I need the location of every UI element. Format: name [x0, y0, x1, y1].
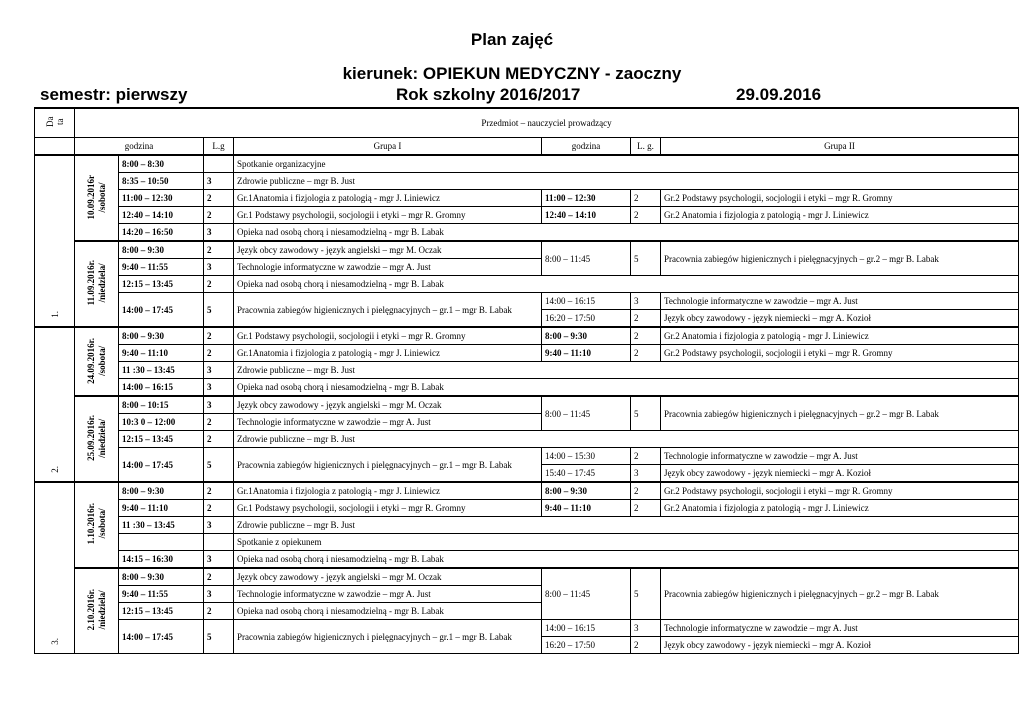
hours-cell-group-2: 3	[631, 293, 661, 310]
schedule-row	[35, 241, 1019, 259]
data-header-cell	[35, 108, 75, 138]
subject-cell-group-1: Zdrowie publiczne – mgr B. Just	[234, 517, 1019, 534]
data-header-label: Da ta	[44, 116, 65, 128]
time-cell-group-2: 14:00 – 16:15	[542, 293, 631, 310]
time-cell-group-1: 14:00 – 17:45	[119, 620, 204, 654]
time-cell-group-1: 8:00 – 10:15	[119, 396, 204, 414]
hours-cell-group-1: 2	[204, 207, 234, 224]
lg-header-2: L. g.	[631, 138, 661, 156]
hours-cell-group-1: 3	[204, 173, 234, 190]
time-cell-group-1: 14:15 – 16:30	[119, 551, 204, 569]
schedule-row	[35, 500, 1019, 517]
hours-cell-group-2: 5	[631, 568, 661, 620]
time-cell-group-1: 14:00 – 17:45	[119, 448, 204, 483]
subject-cell-group-1: Spotkanie z opiekunem	[234, 534, 1019, 551]
hours-cell-group-1: 3	[204, 362, 234, 379]
schedule-row	[35, 448, 1019, 465]
document-date: 29.09.2016	[736, 85, 822, 104]
time-cell-group-2: 11:00 – 12:30	[542, 190, 631, 207]
subject-cell-group-1: Zdrowie publiczne – mgr B. Just	[234, 431, 1019, 448]
time-cell-group-1: 9:40 – 11:10	[119, 500, 204, 517]
hours-cell-group-1: 3	[204, 396, 234, 414]
time-cell-group-1: 14:20 – 16:50	[119, 224, 204, 242]
time-cell-group-2: 16:20 – 17:50	[542, 637, 631, 654]
hours-cell-group-1: 5	[204, 448, 234, 483]
kierunek-heading: kierunek: OPIEKUN MEDYCZNY - zaoczny	[342, 64, 682, 83]
hours-cell-group-1: 3	[204, 551, 234, 569]
hours-cell-group-1: 2	[204, 431, 234, 448]
time-cell-group-2: 8:00 – 9:30	[542, 482, 631, 500]
time-cell-group-1	[119, 534, 204, 551]
hours-cell-group-1: 3	[204, 586, 234, 603]
schedule-row	[35, 379, 1019, 397]
time-cell-group-2: 12:40 – 14:10	[542, 207, 631, 224]
subject-cell-group-1: Język obcy zawodowy - język angielski – mgr M. Oczak	[234, 396, 542, 414]
hours-cell-group-1	[204, 534, 234, 551]
subject-cell-group-1: Gr.1Anatomia i fizjologia z patologią - mgr J. Liniewicz	[234, 345, 542, 362]
hours-cell-group-1: 3	[204, 379, 234, 397]
hours-cell-group-2: 2	[631, 190, 661, 207]
time-cell-group-1: 14:00 – 16:15	[119, 379, 204, 397]
subject-cell-group-1: Gr.1Anatomia i fizjologia z patologią - mgr J. Liniewicz	[234, 482, 542, 500]
subject-cell-group-2: Technologie informatyczne w zawodzie – mgr A. Just	[661, 448, 1019, 465]
week-label: 2.	[49, 466, 60, 473]
schedule-row	[35, 517, 1019, 534]
schedule-row	[35, 362, 1019, 379]
hours-cell-group-2: 2	[631, 482, 661, 500]
schedule-row	[35, 482, 1019, 500]
subject-cell-group-1: Pracownia zabiegów higienicznych i pielęgnacyjnych – gr.1 – mgr B. Labak	[234, 293, 542, 328]
time-cell-group-1: 12:40 – 14:10	[119, 207, 204, 224]
time-cell-group-2: 9:40 – 11:10	[542, 345, 631, 362]
time-cell-group-1: 9:40 – 11:10	[119, 345, 204, 362]
hours-cell-group-1: 2	[204, 327, 234, 345]
week-number	[35, 155, 75, 327]
subject-cell-group-2: Technologie informatyczne w zawodzie – mgr A. Just	[661, 293, 1019, 310]
time-cell-group-1: 8:00 – 8:30	[119, 155, 204, 173]
day-label-cell	[75, 568, 119, 654]
time-cell-group-1: 11:00 – 12:30	[119, 190, 204, 207]
hours-cell-group-1: 3	[204, 259, 234, 276]
subject-cell-group-1: Opieka nad osobą chorą i niesamodzielną - mgr B. Labak	[234, 603, 542, 620]
schedule-row	[35, 224, 1019, 242]
hours-cell-group-1: 2	[204, 241, 234, 259]
hours-cell-group-2: 5	[631, 241, 661, 276]
hours-cell-group-2: 2	[631, 310, 661, 328]
hours-cell-group-1: 2	[204, 190, 234, 207]
hours-cell-group-2: 2	[631, 500, 661, 517]
godzina-header-2: godzina	[542, 138, 631, 156]
time-cell-group-2: 14:00 – 15:30	[542, 448, 631, 465]
week-number	[35, 327, 75, 482]
time-cell-group-1: 9:40 – 11:55	[119, 259, 204, 276]
day-label-cell	[75, 155, 119, 241]
subject-cell-group-2: Gr.2 Podstawy psychologii, socjologii i etyki – mgr R. Gromny	[661, 190, 1019, 207]
schedule-row	[35, 276, 1019, 293]
time-cell-group-2: 16:20 – 17:50	[542, 310, 631, 328]
time-cell-group-1: 14:00 – 17:45	[119, 293, 204, 328]
subject-cell-group-1: Technologie informatyczne w zawodzie – mgr A. Just	[234, 586, 542, 603]
hours-cell-group-2: 3	[631, 465, 661, 483]
subject-cell-group-1: Pracownia zabiegów higienicznych i pielęgnacyjnych – gr.1 – mgr B. Labak	[234, 620, 542, 654]
subject-cell-group-1: Gr.1 Podstawy psychologii, socjologii i etyki – mgr R. Gromny	[234, 500, 542, 517]
hours-cell-group-1	[204, 155, 234, 173]
subject-cell-group-1: Technologie informatyczne w zawodzie – mgr A. Just	[234, 259, 542, 276]
subject-cell-group-1: Język obcy zawodowy - język angielski – mgr M. Oczak	[234, 568, 542, 586]
day-label-cell	[75, 327, 119, 396]
time-cell-group-1: 8:00 – 9:30	[119, 568, 204, 586]
schedule-row	[35, 155, 1019, 173]
hours-cell-group-2: 3	[631, 620, 661, 637]
hours-cell-group-1: 3	[204, 517, 234, 534]
empty-header-cell	[35, 138, 75, 156]
hours-cell-group-2: 2	[631, 448, 661, 465]
subject-cell-group-1: Technologie informatyczne w zawodzie – mgr A. Just	[234, 414, 542, 431]
day-label: 10.09.2016r /sobota/	[85, 174, 107, 220]
subject-cell-group-1: Opieka nad osobą chorą i niesamodzielną - mgr B. Labak	[234, 379, 1019, 397]
grupa-2-header: Grupa II	[661, 138, 1019, 156]
week-number	[35, 482, 75, 654]
subject-cell-group-2: Gr.2 Anatomia i fizjologia z patologią - mgr J. Liniewicz	[661, 500, 1019, 517]
schedule-row	[35, 173, 1019, 190]
day-label: 1.10.2016r. /sobota/	[85, 503, 107, 545]
subject-cell-group-1: Gr.1Anatomia i fizjologia z patologią - mgr J. Liniewicz	[234, 190, 542, 207]
hours-cell-group-1: 2	[204, 568, 234, 586]
przedmiot-header: Przedmiot – nauczyciel prowadzący	[75, 108, 1019, 138]
time-cell-group-2: 14:00 – 16:15	[542, 620, 631, 637]
hours-cell-group-2: 2	[631, 207, 661, 224]
hours-cell-group-1: 2	[204, 276, 234, 293]
schedule-row	[35, 207, 1019, 224]
subject-cell-group-2: Gr.2 Anatomia i fizjologia z patologią - mgr J. Liniewicz	[661, 327, 1019, 345]
time-cell-group-2: 8:00 – 9:30	[542, 327, 631, 345]
time-cell-group-1: 12:15 – 13:45	[119, 603, 204, 620]
subject-cell-group-1: Zdrowie publiczne – mgr B. Just	[234, 173, 1019, 190]
hours-cell-group-1: 3	[204, 224, 234, 242]
time-cell-group-1: 8:00 – 9:30	[119, 327, 204, 345]
subject-cell-group-1: Język obcy zawodowy - język angielski – mgr M. Oczak	[234, 241, 542, 259]
time-cell-group-1: 10:3 0 – 12:00	[119, 414, 204, 431]
hours-cell-group-2: 2	[631, 345, 661, 362]
schedule-row	[35, 620, 1019, 637]
time-cell-group-2: 9:40 – 11:10	[542, 500, 631, 517]
day-label: 25.09.2016r. /niedziela/	[85, 415, 107, 461]
day-label-cell	[75, 482, 119, 568]
subject-cell-group-2: Pracownia zabiegów higienicznych i pielęgnacyjnych – gr.2 – mgr B. Labak	[661, 568, 1019, 620]
time-cell-group-2: 8:00 – 11:45	[542, 241, 631, 276]
subject-cell-group-1: Opieka nad osobą chorą i niesamodzielną - mgr B. Labak	[234, 224, 1019, 242]
day-label-cell	[75, 396, 119, 482]
time-cell-group-1: 12:15 – 13:45	[119, 276, 204, 293]
hours-cell-group-1: 2	[204, 603, 234, 620]
week-label: 1.	[49, 311, 60, 318]
time-cell-group-1: 8:00 – 9:30	[119, 241, 204, 259]
time-cell-group-1: 12:15 – 13:45	[119, 431, 204, 448]
grupa-1-header: Grupa I	[234, 138, 542, 156]
time-cell-group-2: 8:00 – 11:45	[542, 568, 631, 620]
subject-cell-group-1: Gr.1 Podstawy psychologii, socjologii i etyki – mgr R. Gromny	[234, 207, 542, 224]
time-cell-group-1: 11 :30 – 13:45	[119, 517, 204, 534]
subject-cell-group-1: Zdrowie publiczne – mgr B. Just	[234, 362, 1019, 379]
hours-cell-group-1: 5	[204, 293, 234, 328]
time-cell-group-1: 11 :30 – 13:45	[119, 362, 204, 379]
time-cell-group-2: 8:00 – 11:45	[542, 396, 631, 431]
subject-cell-group-1: Opieka nad osobą chorą i niesamodzielną - mgr B. Labak	[234, 276, 1019, 293]
week-label: 3.	[49, 638, 60, 645]
subject-cell-group-2: Gr.2 Anatomia i fizjologia z patologią - mgr J. Liniewicz	[661, 207, 1019, 224]
schedule-row	[35, 534, 1019, 551]
schedule-row	[35, 345, 1019, 362]
hours-cell-group-2: 2	[631, 327, 661, 345]
schedule-row	[35, 551, 1019, 569]
schedule-row	[35, 190, 1019, 207]
hours-cell-group-1: 2	[204, 414, 234, 431]
schedule-row	[35, 293, 1019, 310]
hours-cell-group-1: 5	[204, 620, 234, 654]
hours-cell-group-1: 2	[204, 345, 234, 362]
hours-cell-group-1: 2	[204, 482, 234, 500]
day-label: 11.09.2016r. /niedziela/	[85, 260, 107, 306]
subject-cell-group-2: Pracownia zabiegów higienicznych i pielęgnacyjnych – gr.2 – mgr B. Labak	[661, 396, 1019, 431]
schedule-row	[35, 431, 1019, 448]
day-label-cell	[75, 241, 119, 327]
rok-heading: Rok szkolny 2016/2017	[396, 85, 581, 104]
subject-cell-group-2: Pracownia zabiegów higienicznych i pielęgnacyjnych – gr.2 – mgr B. Labak	[661, 241, 1019, 276]
subject-cell-group-1: Pracownia zabiegów higienicznych i pielęgnacyjnych – gr.1 – mgr B. Labak	[234, 448, 542, 483]
subject-cell-group-2: Gr.2 Podstawy psychologii, socjologii i etyki – mgr R. Gromny	[661, 482, 1019, 500]
time-cell-group-1: 8:00 – 9:30	[119, 482, 204, 500]
hours-cell-group-1: 2	[204, 500, 234, 517]
day-label: 2.10.2016r. /niedziela/	[85, 589, 107, 631]
subject-cell-group-2: Język obcy zawodowy - język niemiecki – mgr A. Kozioł	[661, 465, 1019, 483]
subject-cell-group-2: Gr.2 Podstawy psychologii, socjologii i etyki – mgr R. Gromny	[661, 345, 1019, 362]
godzina-header-1: godzina	[75, 138, 204, 156]
page-title: Plan zajęć	[470, 30, 554, 49]
subject-cell-group-1: Spotkanie organizacyjne	[234, 155, 1019, 173]
subject-cell-group-1: Opieka nad osobą chorą i niesamodzielną - mgr B. Labak	[234, 551, 1019, 569]
schedule-row	[35, 396, 1019, 414]
lg-header-1: L.g	[204, 138, 234, 156]
subject-cell-group-2: Język obcy zawodowy - język niemiecki – mgr A. Kozioł	[661, 637, 1019, 654]
schedule-row	[35, 327, 1019, 345]
hours-cell-group-2: 2	[631, 637, 661, 654]
semestr-heading: semestr: pierwszy	[40, 85, 188, 104]
day-label: 24.09.2016r. /sobota/	[85, 337, 107, 384]
subject-cell-group-1: Gr.1 Podstawy psychologii, socjologii i etyki – mgr R. Gromny	[234, 327, 542, 345]
time-cell-group-2: 15:40 – 17:45	[542, 465, 631, 483]
hours-cell-group-2: 5	[631, 396, 661, 431]
subject-cell-group-2: Język obcy zawodowy - język niemiecki – mgr A. Kozioł	[661, 310, 1019, 328]
time-cell-group-1: 9:40 – 11:55	[119, 586, 204, 603]
schedule-table	[34, 107, 1019, 654]
time-cell-group-1: 8:35 – 10:50	[119, 173, 204, 190]
subject-cell-group-2: Technologie informatyczne w zawodzie – mgr A. Just	[661, 620, 1019, 637]
schedule-row	[35, 568, 1019, 586]
